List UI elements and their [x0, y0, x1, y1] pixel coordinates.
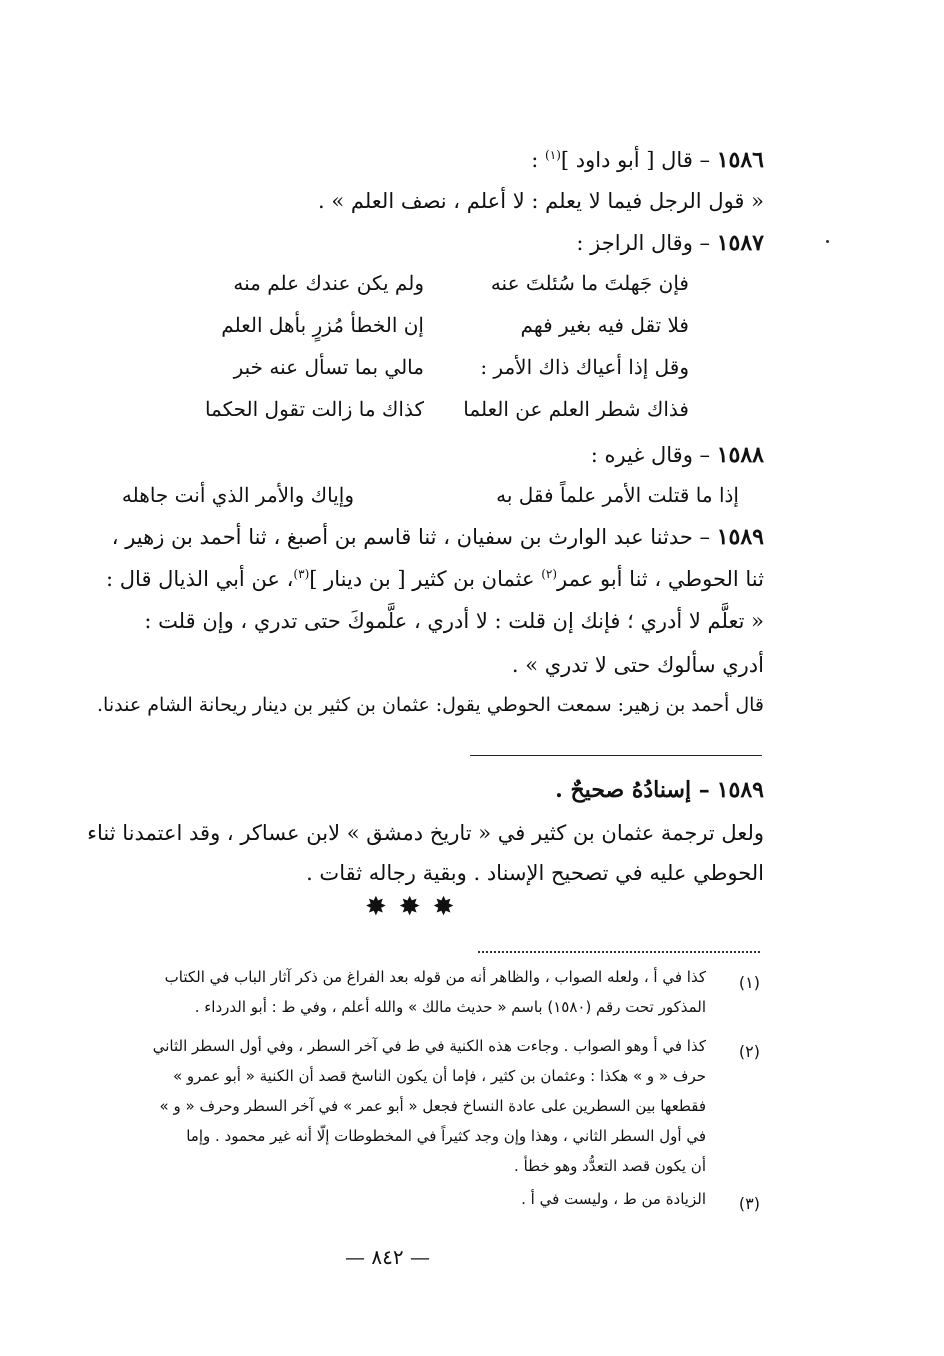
entry-text: – قال [ أبو داود ] — [560, 148, 711, 172]
section-divider — [470, 755, 762, 756]
isnad-line — [70, 564, 764, 594]
verse-first-hemistich: وقل إذا أعياك ذاك الأمر : — [480, 355, 689, 379]
isnad-text: عثمان بن كثير [ بن دينار ] — [309, 567, 535, 591]
entry-1589-line — [70, 522, 764, 552]
footnote-ref[interactable]: (٣) — [293, 567, 310, 581]
entry-number: ١٥٨٩ — [716, 777, 764, 803]
verse-second-hemistich: ولم يكن عندك علم منه — [233, 271, 424, 295]
commentary-paragraph: ولعل ترجمة عثمان بن كثير في « تاريخ دمشق » لابن عساكر ، وقد اعتمدنا ثناء — [87, 821, 764, 845]
entry-number: ١٥٨٧ — [716, 230, 764, 256]
verse-second-hemistich: مالي بما تسأل عنه خبر — [233, 355, 424, 379]
verse-first-hemistich: فلا تقل فيه بغير فهم — [520, 313, 689, 337]
entry-text: – وقال الراجز : — [576, 231, 711, 255]
footnote-mark: (٣) — [738, 1194, 760, 1213]
entry-number: ١٥٨٩ — [716, 524, 764, 550]
verse-second-hemistich: وإياك والأمر الذي أنت جاهله — [121, 483, 354, 507]
entry-text: – وقال غيره : — [590, 443, 711, 467]
entry-1587-line — [70, 228, 764, 258]
verse-first-hemistich: فذاك شطر العلم عن العلما — [463, 397, 689, 421]
footnote-line: حرف « و » هكذا : وعثمان بن كثير ، فإما أن يكون الناسخ قصد أن الكنية « أبو عمرو » — [172, 1067, 706, 1085]
footnote-line: المذكور تحت رقم (١٥٨٠) باسم « حديث مالك » والله أعلم ، وفي ط : أبو الدرداء . — [194, 998, 706, 1016]
footnote-ref[interactable]: (٢) — [541, 567, 558, 581]
quote-line: « تعلَّم لا أدري ؛ فإنك إن قلت : لا أدري ، علَّموكَ حتى تدري ، وإن قلت : — [144, 609, 764, 633]
isnad-text: ، عن أبي الذيال قال : — [106, 567, 294, 591]
entry-colon: : — [531, 148, 539, 172]
entry-1586-line — [70, 145, 764, 175]
verse-second-hemistich: إن الخطأ مُزرٍ بأهل العلم — [221, 313, 424, 337]
footnote-line: في أول السطر الثاني ، وهذا وإن وجد كثيراً في المخطوطات إلّا أنه غير محمود . وإما — [186, 1127, 706, 1145]
scan-speck — [826, 240, 829, 243]
entry-number: ١٥٨٦ — [716, 147, 764, 173]
entry-text: – حدثنا عبد الوارث بن سفيان ، ثنا قاسم بن أصبغ ، ثنا أحمد بن زهير ، — [111, 525, 711, 549]
grading-text: – إسنادُهُ صحيحٌ . — [555, 777, 710, 803]
footnote-line: كذا في أ ، ولعله الصواب ، والظاهر أنه من قوله بعد الفراغ من ذكر آثار الباب في الكتاب — [164, 968, 706, 986]
section-ornament: ✸✸✸ — [365, 892, 467, 922]
footnote-line: كذا في أ وهو الصواب . وجاءت هذه الكنية في ط في آخر السطر ، وفي أول السطر الثاني — [152, 1037, 706, 1055]
commentary-heading — [70, 775, 764, 806]
footnote-line: الزيادة من ط ، وليست في أ . — [521, 1190, 706, 1208]
footnote-separator — [478, 951, 760, 953]
footnote-line: فقطعها بين السطرين على عادة النساخ فجعل « أبو عمر » في آخر السطر وحرف « و » — [159, 1097, 706, 1115]
verse-first-hemistich: إذا ما قتلت الأمر علماً فقل به — [496, 483, 739, 507]
page-number: — ٨٤٢ — — [345, 1245, 430, 1269]
footnote-ref[interactable]: (١) — [545, 148, 561, 162]
footnote-mark: (١) — [738, 973, 760, 992]
footnote-mark: (٢) — [738, 1042, 760, 1061]
entry-1588-line — [70, 440, 764, 470]
verse-first-hemistich: فإن جَهلتَ ما سُئلتَ عنه — [490, 271, 689, 295]
entry-number: ١٥٨٨ — [716, 442, 764, 468]
isnad-text: ثنا الحوطي ، ثنا أبو عمر — [557, 567, 764, 591]
note-line: قال أحمد بن زهير: سمعت الحوطي يقول: عثمان بن كثير بن دينار ريحانة الشام عندنا. — [97, 694, 764, 716]
quote-line: أدري سألوك حتى لا تدري » . — [511, 653, 764, 677]
commentary-paragraph: الحوطي عليه في تصحيح الإسناد . وبقية رجاله ثقات . — [306, 861, 764, 885]
footnote-line: أن يكون قصد التعدُّد وهو خطأ . — [514, 1157, 706, 1175]
quote-line: « قول الرجل فيما لا يعلم : لا أعلم ، نصف العلم » . — [317, 189, 764, 213]
verse-second-hemistich: كذاك ما زالت تقول الحكما — [204, 397, 424, 421]
